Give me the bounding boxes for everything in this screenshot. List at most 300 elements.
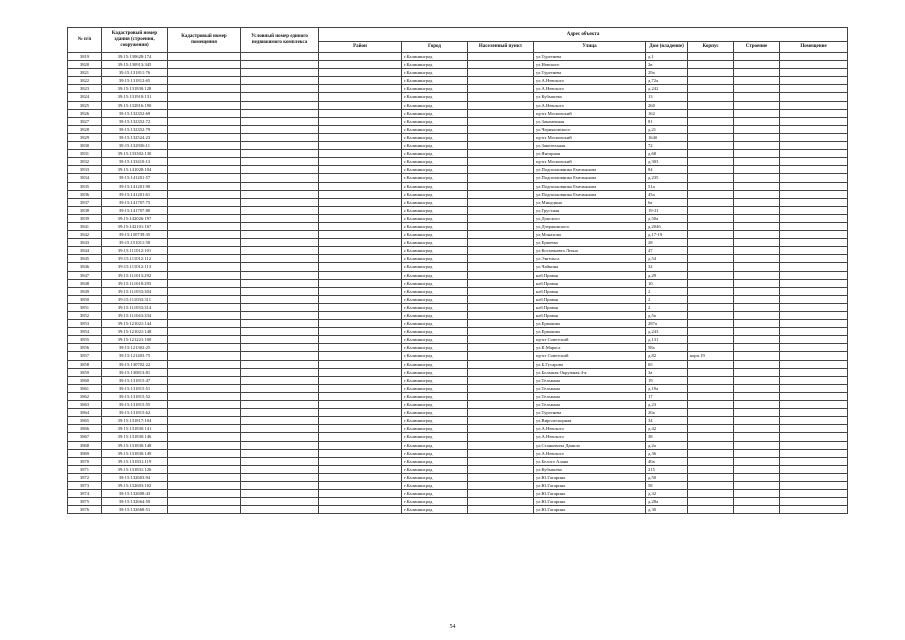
table-row (68, 490, 848, 498)
cell-street: наб.Правая (534, 271, 646, 279)
table-row (68, 222, 848, 230)
cell-street: ул.Ю.Гагарина (534, 490, 646, 498)
cell-locality (468, 328, 534, 336)
cell-cond-number (241, 247, 319, 255)
cell-house: 19-21 (646, 206, 688, 214)
cell-street: ул.Тургенева (534, 69, 646, 77)
cell-city: г.Калининград (402, 239, 468, 247)
cell-locality (468, 247, 534, 255)
cell-district (319, 506, 402, 514)
cell-structure (734, 481, 780, 489)
cell-cad-room-number (168, 506, 241, 514)
cell-street: ул.Ю.Гагарина (534, 481, 646, 489)
cell-cad-building-number: 39:15:111012:113 (102, 263, 168, 271)
table-row (68, 303, 848, 311)
cell-structure (734, 174, 780, 182)
table-row (68, 417, 848, 425)
cell-cad-building-number: 39:15:130913:345 (102, 61, 168, 69)
cell-cad-building-number: 39:15:131815:52 (102, 392, 168, 400)
cell-cad-building-number: 39:15:141028:104 (102, 166, 168, 174)
cell-cad-building-number: 39:15:111012:112 (102, 255, 168, 263)
cell-cad-room-number (168, 231, 241, 239)
cell-cad-room-number (168, 392, 241, 400)
cell-locality (468, 457, 534, 465)
cell-street: ул.Тельмана (534, 401, 646, 409)
cell-cad-building-number: 39:15:151011:58 (102, 239, 168, 247)
table-row (68, 473, 848, 481)
table-row (68, 85, 848, 93)
cell-district (319, 93, 402, 101)
cell-city: г.Калининград (402, 320, 468, 328)
cell-street: ул.Ю.Гагарина (534, 473, 646, 481)
cell-house: д.42 (646, 425, 688, 433)
cell-cad-building-number: 39:15:131830:128 (102, 85, 168, 93)
table-row (68, 295, 848, 303)
cell-cad-room-number (168, 490, 241, 498)
cell-cad-building-number: 39:15:121302:25 (102, 344, 168, 352)
cell-building (688, 441, 734, 449)
table-row (68, 352, 848, 360)
cell-house: 32 (646, 263, 688, 271)
table-row (68, 368, 848, 376)
table-row (68, 158, 848, 166)
cell-street: ул.Тургенева (534, 53, 646, 61)
cell-cad-building-number: 39:15:111012:101 (102, 247, 168, 255)
table-row (68, 441, 848, 449)
cell-district (319, 360, 402, 368)
cell-cad-room-number (168, 158, 241, 166)
cell-district (319, 425, 402, 433)
cell-cad-room-number (168, 61, 241, 69)
cell-cad-building-number: 39:15:132608:43 (102, 490, 168, 498)
cell-row-number: 3876 (68, 506, 102, 514)
cell-cad-building-number: 39:15:132664:50 (102, 498, 168, 506)
cell-cad-building-number: 39:15:132668:51 (102, 506, 168, 514)
cell-cad-building-number: 39:15:131831:126 (102, 465, 168, 473)
cell-cad-room-number (168, 425, 241, 433)
cell-cond-number (241, 417, 319, 425)
cell-city: г.Калининград (402, 384, 468, 392)
cell-district (319, 182, 402, 190)
table-row (68, 239, 848, 247)
cell-room (780, 287, 848, 295)
cell-row-number: 3827 (68, 117, 102, 125)
cell-cad-room-number (168, 409, 241, 417)
table-row (68, 125, 848, 133)
cell-row-number: 3869 (68, 449, 102, 457)
cell-street: ул.Подполковника Емельянова (534, 182, 646, 190)
cell-structure (734, 417, 780, 425)
cell-cad-room-number (168, 85, 241, 93)
cell-room (780, 312, 848, 320)
cell-cad-building-number: 39:15:131817:104 (102, 417, 168, 425)
cell-district (319, 255, 402, 263)
cell-cad-room-number (168, 465, 241, 473)
cell-district (319, 352, 402, 360)
cell-street: ул.Энгельса (534, 255, 646, 263)
cell-cad-building-number: 39:15:132352:72 (102, 117, 168, 125)
cell-room (780, 457, 848, 465)
cell-street: наб.Правая (534, 303, 646, 311)
cell-cad-room-number (168, 206, 241, 214)
cell-cad-building-number: 39:15:142101:167 (102, 222, 168, 230)
table-row (68, 320, 848, 328)
cell-cond-number (241, 214, 319, 222)
col-street-header: Улица (534, 42, 646, 53)
cell-room (780, 352, 848, 360)
cell-cad-building-number: 39:15:141201:57 (102, 174, 168, 182)
cell-row-number: 3836 (68, 190, 102, 198)
cell-room (780, 231, 848, 239)
cell-building (688, 222, 734, 230)
cell-structure (734, 93, 780, 101)
cell-cond-number (241, 158, 319, 166)
cell-row-number: 3863 (68, 401, 102, 409)
cell-building (688, 449, 734, 457)
cell-cond-number (241, 295, 319, 303)
cell-house: 164б (646, 133, 688, 141)
cell-building (688, 490, 734, 498)
cell-locality (468, 101, 534, 109)
cell-street: ул.Космонавта Леона (534, 247, 646, 255)
cell-district (319, 101, 402, 109)
cell-city: г.Калининград (402, 166, 468, 174)
cell-cond-number (241, 320, 319, 328)
cell-house: 19 (646, 376, 688, 384)
cell-district (319, 166, 402, 174)
cell-room (780, 279, 848, 287)
cell-city: г.Калининград (402, 101, 468, 109)
cell-building (688, 271, 734, 279)
cell-cad-building-number: 39:15:132816:190 (102, 101, 168, 109)
cell-row-number: 3865 (68, 417, 102, 425)
cell-structure (734, 368, 780, 376)
cell-cad-room-number (168, 295, 241, 303)
cell-cad-building-number: 39:15:132936:11 (102, 142, 168, 150)
cell-cond-number (241, 174, 319, 182)
cell-row-number: 3831 (68, 150, 102, 158)
cell-building (688, 392, 734, 400)
cell-cond-number (241, 77, 319, 85)
col-city-header: Город (402, 42, 468, 53)
cell-building (688, 312, 734, 320)
cell-locality (468, 214, 534, 222)
cell-structure (734, 101, 780, 109)
cell-room (780, 360, 848, 368)
cell-building (688, 69, 734, 77)
cell-cond-number (241, 263, 319, 271)
cell-row-number: 3839 (68, 214, 102, 222)
cell-street: ул.Подполковника Емельянова (534, 174, 646, 182)
cell-room (780, 425, 848, 433)
cell-city: г.Калининград (402, 182, 468, 190)
cell-cond-number (241, 198, 319, 206)
cell-district (319, 449, 402, 457)
cell-city: г.Калининград (402, 174, 468, 182)
cell-locality (468, 360, 534, 368)
cell-city: г.Калининград (402, 344, 468, 352)
cell-structure (734, 214, 780, 222)
cell-room (780, 328, 848, 336)
cell-structure (734, 133, 780, 141)
cell-locality (468, 263, 534, 271)
cell-city: г.Калининград (402, 368, 468, 376)
cell-city: г.Калининград (402, 498, 468, 506)
cell-row-number: 3852 (68, 312, 102, 320)
cell-house: д.36 (646, 449, 688, 457)
cell-building (688, 481, 734, 489)
cell-cad-building-number: 39:15:131830:148 (102, 441, 168, 449)
cell-cad-building-number: 39:15:131815:55 (102, 401, 168, 409)
cell-structure (734, 125, 780, 133)
cell-room (780, 117, 848, 125)
cell-row-number: 3862 (68, 392, 102, 400)
cell-row-number: 3833 (68, 166, 102, 174)
table-row (68, 392, 848, 400)
cell-structure (734, 206, 780, 214)
cell-building (688, 368, 734, 376)
cell-district (319, 490, 402, 498)
cell-room (780, 417, 848, 425)
cell-locality (468, 158, 534, 166)
cell-locality (468, 409, 534, 417)
cell-district (319, 231, 402, 239)
cell-structure (734, 166, 780, 174)
cell-room (780, 222, 848, 230)
cell-cad-room-number (168, 287, 241, 295)
cell-room (780, 409, 848, 417)
cell-locality (468, 190, 534, 198)
cell-street: ул.Б.Гусарова (534, 360, 646, 368)
table-row (68, 53, 848, 61)
cell-house: 58а (646, 344, 688, 352)
cell-room (780, 506, 848, 514)
table-row (68, 457, 848, 465)
cell-house: д.32 (646, 490, 688, 498)
table-row (68, 279, 848, 287)
cell-building (688, 473, 734, 481)
cell-house: 3а (646, 368, 688, 376)
cell-district (319, 473, 402, 481)
cell-locality (468, 401, 534, 409)
cell-structure (734, 498, 780, 506)
table-row (68, 231, 848, 239)
cell-house: 34 (646, 417, 688, 425)
cell-cad-room-number (168, 69, 241, 77)
table-row (68, 312, 848, 320)
cell-row-number: 3820 (68, 61, 102, 69)
cell-house: д.30 (646, 506, 688, 514)
cell-structure (734, 409, 780, 417)
cell-row-number: 3851 (68, 303, 102, 311)
cell-structure (734, 53, 780, 61)
cell-building (688, 231, 734, 239)
cell-room (780, 368, 848, 376)
cell-cad-building-number: 39:15:142026:197 (102, 214, 168, 222)
cell-room (780, 77, 848, 85)
cell-city: г.Калининград (402, 401, 468, 409)
cell-cad-building-number: 39:15:132603:94 (102, 473, 168, 481)
cell-city: г.Калининград (402, 271, 468, 279)
cell-cad-building-number: 39:15:131815:51 (102, 384, 168, 392)
cell-cad-room-number (168, 77, 241, 85)
cell-house: 38 (646, 433, 688, 441)
cell-building (688, 174, 734, 182)
cell-row-number: 3843 (68, 239, 102, 247)
cell-row-number: 3822 (68, 77, 102, 85)
cell-structure (734, 150, 780, 158)
cell-cad-building-number: 39:15:131831:119 (102, 457, 168, 465)
cell-house: 20а (646, 409, 688, 417)
cell-cond-number (241, 506, 319, 514)
cell-structure (734, 198, 780, 206)
cell-locality (468, 312, 534, 320)
cell-row-number: 3848 (68, 279, 102, 287)
cell-structure (734, 158, 780, 166)
table-row (68, 117, 848, 125)
cell-cond-number (241, 231, 319, 239)
cell-district (319, 498, 402, 506)
cell-cond-number (241, 206, 319, 214)
cell-cad-room-number (168, 53, 241, 61)
cell-row-number: 3867 (68, 433, 102, 441)
cell-structure (734, 506, 780, 514)
cell-room (780, 158, 848, 166)
cell-house: д.242 (646, 85, 688, 93)
cell-house: 2 (646, 287, 688, 295)
cell-building (688, 255, 734, 263)
cell-city: г.Калининград (402, 481, 468, 489)
cell-cond-number (241, 344, 319, 352)
cell-cond-number (241, 392, 319, 400)
cell-street: ул.А.Невского (534, 101, 646, 109)
cell-locality (468, 441, 534, 449)
table-row (68, 384, 848, 392)
cell-cad-room-number (168, 417, 241, 425)
cell-city: г.Калининград (402, 69, 468, 77)
cell-district (319, 303, 402, 311)
cell-house: 287а (646, 320, 688, 328)
cell-city: г.Калининград (402, 109, 468, 117)
table-row (68, 133, 848, 141)
cell-cad-room-number (168, 255, 241, 263)
table-row (68, 465, 848, 473)
cell-cad-building-number: 39:15:133302:130 (102, 150, 168, 158)
cell-district (319, 344, 402, 352)
cell-city: г.Калининград (402, 336, 468, 344)
cell-house: 2в (646, 61, 688, 69)
cell-house: д.243 (646, 328, 688, 336)
cell-district (319, 117, 402, 125)
cell-structure (734, 142, 780, 150)
cell-cad-room-number (168, 449, 241, 457)
cell-street: ул.Станкевича Данила (534, 441, 646, 449)
cell-cad-building-number: 39:15:121021:144 (102, 320, 168, 328)
cell-room (780, 69, 848, 77)
cell-cad-building-number: 39:15:111013:292 (102, 271, 168, 279)
cell-locality (468, 506, 534, 514)
cell-cond-number (241, 190, 319, 198)
cell-cond-number (241, 360, 319, 368)
cell-cad-building-number: 39:15:131812:65 (102, 77, 168, 85)
cell-house: д.68 (646, 150, 688, 158)
cell-cad-room-number (168, 473, 241, 481)
cell-street: ул.Ермакова (534, 328, 646, 336)
cell-locality (468, 344, 534, 352)
cell-structure (734, 441, 780, 449)
cell-cad-building-number: 39:15:121403:75 (102, 352, 168, 360)
cell-street: ул.Тельмана (534, 376, 646, 384)
cell-room (780, 433, 848, 441)
cell-structure (734, 328, 780, 336)
cell-structure (734, 433, 780, 441)
cell-house: 260 (646, 101, 688, 109)
cell-street: ул.А.Невского (534, 425, 646, 433)
cell-city: г.Калининград (402, 150, 468, 158)
cell-row-number: 3844 (68, 247, 102, 255)
table-row (68, 93, 848, 101)
cell-row-number: 3874 (68, 490, 102, 498)
cell-district (319, 287, 402, 295)
cell-building (688, 133, 734, 141)
cell-structure (734, 336, 780, 344)
cell-cond-number (241, 182, 319, 190)
cell-row-number: 3872 (68, 473, 102, 481)
cell-locality (468, 481, 534, 489)
col-district-header: Район (319, 42, 402, 53)
cell-district (319, 409, 402, 417)
cell-city: г.Калининград (402, 473, 468, 481)
cell-structure (734, 263, 780, 271)
table-row (68, 271, 848, 279)
cell-district (319, 457, 402, 465)
cell-building (688, 142, 734, 150)
cell-cond-number (241, 61, 319, 69)
cell-city: г.Калининград (402, 77, 468, 85)
cell-city: г.Калининград (402, 449, 468, 457)
cell-house: д.5а (646, 312, 688, 320)
cell-locality (468, 85, 534, 93)
cell-cond-number (241, 473, 319, 481)
cell-locality (468, 53, 534, 61)
cell-row-number: 3870 (68, 457, 102, 465)
cell-room (780, 182, 848, 190)
cell-structure (734, 61, 780, 69)
table-row (68, 449, 848, 457)
cell-cad-room-number (168, 150, 241, 158)
cell-district (319, 222, 402, 230)
cell-cad-building-number: 39:15:141201:61 (102, 190, 168, 198)
cell-cond-number (241, 328, 319, 336)
cell-city: г.Калининград (402, 53, 468, 61)
table-row (68, 336, 848, 344)
cell-cad-building-number: 39:15:141201:90 (102, 182, 168, 190)
cell-structure (734, 360, 780, 368)
cell-row-number: 3829 (68, 133, 102, 141)
cell-city: г.Калининград (402, 222, 468, 230)
cell-cad-room-number (168, 336, 241, 344)
table-row (68, 61, 848, 69)
cell-house: д.131 (646, 336, 688, 344)
cell-locality (468, 239, 534, 247)
cell-structure (734, 465, 780, 473)
cell-cad-building-number: 39:15:131815:62 (102, 409, 168, 417)
cell-cad-room-number (168, 457, 241, 465)
cell-cad-building-number: 39:15:132603:102 (102, 481, 168, 489)
cell-structure (734, 401, 780, 409)
cell-street: наб.Правая (534, 295, 646, 303)
cell-room (780, 101, 848, 109)
